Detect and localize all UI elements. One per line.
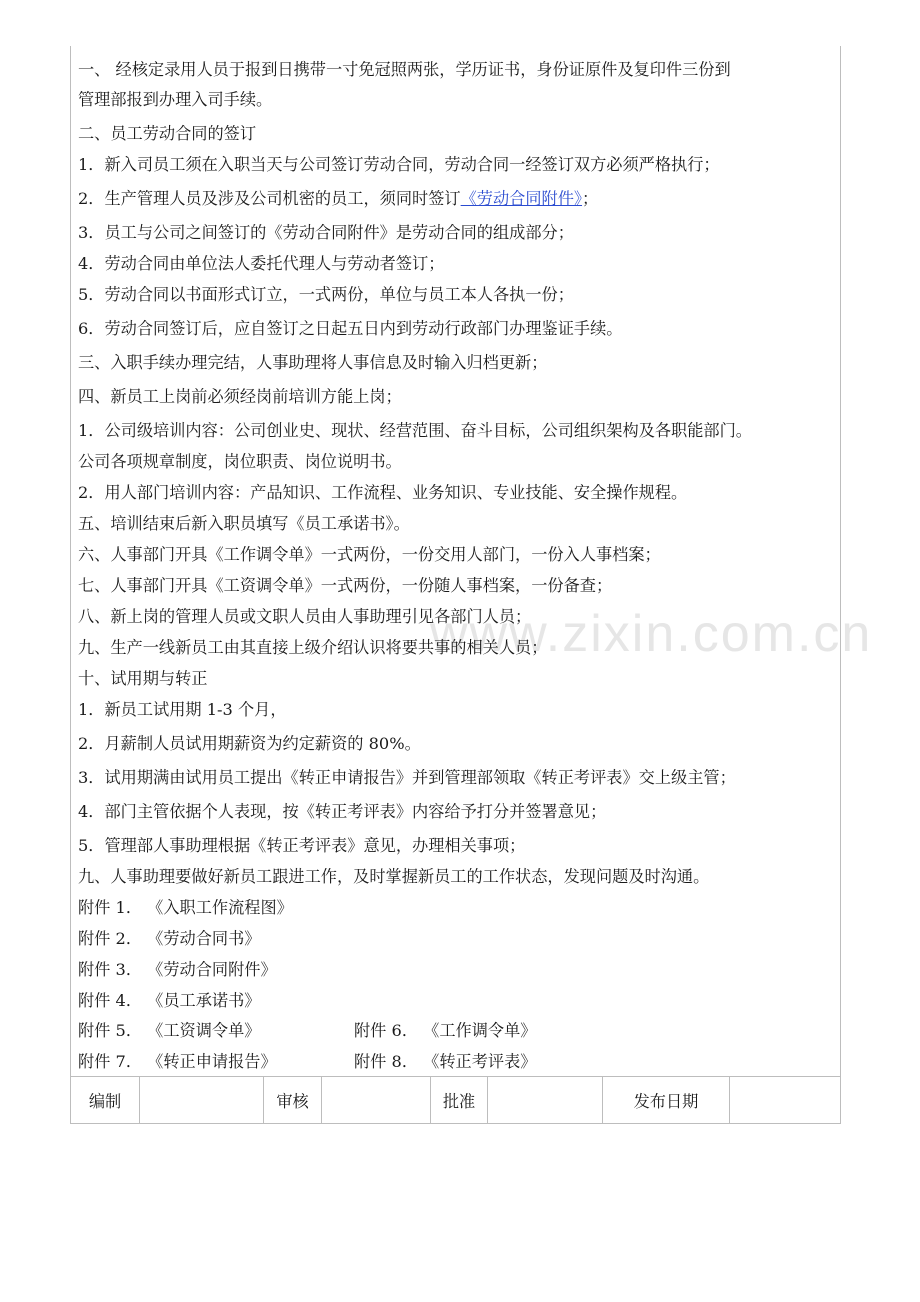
attachment-item: 附件 2． 《劳动合同书》: [78, 929, 261, 948]
section-heading: 三、入职手续办理完结，人事助理将人事信息及时输入归档更新；: [78, 353, 548, 372]
attachment-item: 附件 4． 《员工承诺书》: [78, 991, 261, 1010]
section-heading: 六、人事部门开具《工作调令单》一式两份，一份交用人部门，一份入人事档案；: [78, 545, 661, 564]
signature-table: [70, 1076, 841, 1124]
section-heading: 十、试用期与转正: [78, 669, 208, 688]
paragraph-line: 6．劳动合同签订后，应自签订之日起五日内到劳动行政部门办理鉴证手续。: [78, 319, 623, 338]
paragraph-line: 3．员工与公司之间签订的《劳动合同附件》是劳动合同的组成部分；: [78, 223, 574, 242]
approve-label: 批准: [431, 1077, 488, 1124]
attachment-pair: [78, 1019, 678, 1043]
section-heading: 七、人事部门开具《工资调令单》一式两份，一份随人事档案，一份备查；: [78, 576, 613, 595]
attachment-item: 附件 1． 《入职工作流程图》: [78, 898, 293, 917]
attachment-item: 附件 5． 《工资调令单》: [78, 1021, 261, 1040]
attachment-item: 附件 7． 《转正申请报告》: [78, 1052, 277, 1071]
release-date-field[interactable]: [730, 1077, 841, 1124]
paragraph-line: 5．管理部人事助理根据《转正考评表》意见，办理相关事项；: [78, 836, 526, 855]
section-heading: 五、培训结束后新入职员填写《员工承诺书》。: [78, 514, 410, 533]
paragraph-line: 4．部门主管依据个人表现，按《转正考评表》内容给予打分并签署意见；: [78, 802, 607, 821]
approve-field[interactable]: [488, 1077, 603, 1124]
watermark: www.zixin.com.cn: [430, 605, 873, 663]
review-label: 审核: [264, 1077, 322, 1124]
paragraph-line: 5．劳动合同以书面形式订立，一式两份，单位与员工本人各执一份；: [78, 285, 574, 304]
attachment-item: 附件 8． 《转正考评表》: [354, 1052, 537, 1071]
attachment-item: 附件 3． 《劳动合同附件》: [78, 960, 277, 979]
paragraph-line: 一、 经核定录用人员于报到日携带一寸免冠照两张，学历证书，身份证原件及复印件三份到: [78, 60, 731, 79]
paragraph-line: 公司各项规章制度，岗位职责、岗位说明书。: [78, 452, 402, 471]
section-heading: 九、生产一线新员工由其直接上级介绍认识将要共事的相关人员；: [78, 638, 548, 657]
paragraph-line: 1．公司级培训内容：公司创业史、现状、经营范围、奋斗目标，公司组织架构及各职能部门。: [78, 421, 752, 440]
paragraph-line: 4．劳动合同由单位法人委托代理人与劳动者签订；: [78, 254, 445, 273]
paragraph-line: 2．用人部门培训内容：产品知识、工作流程、业务知识、专业技能、安全操作规程。: [78, 483, 688, 502]
attachment-item: 附件 6． 《工作调令单》: [354, 1021, 537, 1040]
paragraph-line: 2．月薪制人员试用期薪资为约定薪资的 80%。: [78, 734, 421, 753]
review-field[interactable]: [322, 1077, 431, 1124]
line-suffix: ；: [582, 189, 599, 208]
paragraph-line: [78, 187, 598, 211]
signature-row: [71, 1077, 841, 1124]
paragraph-line: 管理部报到办理入司手续。: [78, 90, 273, 109]
compile-label: 编制: [71, 1077, 140, 1124]
release-date-label: 发布日期: [603, 1077, 730, 1124]
paragraph-line: 1．新入司员工须在入职当天与公司签订劳动合同，劳动合同一经签订双方必须严格执行；: [78, 155, 720, 174]
paragraph-line: 1．新员工试用期 1-3 个月，: [78, 700, 287, 719]
attachment-pair: [78, 1050, 678, 1074]
compile-field[interactable]: [140, 1077, 264, 1124]
section-heading: 四、新员工上岗前必须经岗前培训方能上岗；: [78, 387, 402, 406]
contract-appendix-link[interactable]: 《劳动合同附件》: [460, 189, 583, 208]
section-heading: 八、新上岗的管理人员或文职人员由人事助理引见各部门人员；: [78, 607, 532, 626]
line-prefix: 2．生产管理人员及涉及公司机密的员工，须同时签订: [78, 189, 461, 208]
paragraph-line: 3．试用期满由试用员工提出《转正申请报告》并到管理部领取《转正考评表》交上级主管；: [78, 768, 736, 787]
section-heading: 二、员工劳动合同的签订: [78, 124, 257, 143]
section-heading: 九、人事助理要做好新员工跟进工作，及时掌握新员工的工作状态，发现问题及时沟通。: [78, 867, 710, 886]
